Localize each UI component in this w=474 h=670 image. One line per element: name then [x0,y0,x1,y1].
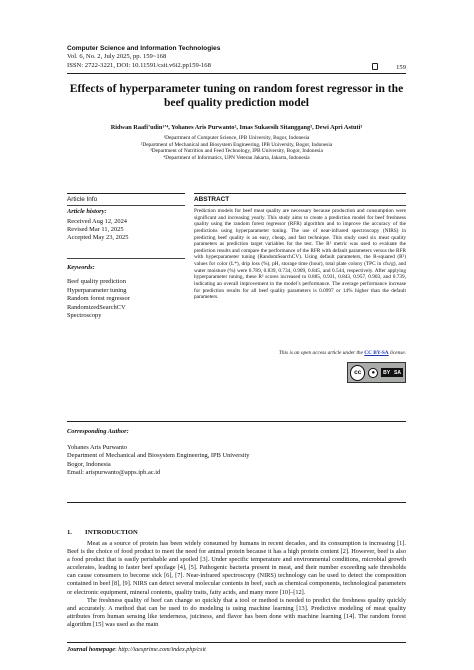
article-info-top-rule [67,193,185,194]
affiliation: ¹Department of Computer Science, IPB University, Bogor, Indonesia [163,135,310,141]
keyword: RandomizedSearchCV [67,303,126,311]
corresponding-label: Corresponding Author: [67,428,129,435]
journal-name: Computer Science and Information Technologies [67,45,221,52]
section-number: 1. [67,529,72,536]
keyword: Hyperparameter tuning [67,286,127,294]
abstract-text: Prediction models for beef meat quality are necessary because production and consumption were significant and increasing yearly. This study aims to create a prediction model for beef freshness quality using the random forest regressor (RFR) algorithm and to improve the accuracy of the predictions using hyperparameter tuning. The use of near-infrared spectroscopy (NIRS) in predicting beef quality is an easy, cheap, and fast technique. This study used six meat quality parameters as prediction target variables for the test. The R² metric was used to evaluate the prediction results and compare the performance of the RFR with default parameters versus the RFR with hyperparameter tuning (RandomSearchCV). Using default parameters, the R-squared (R²) values for color (L*), drip loss (%), pH, storage time (hour), total plate colony (TPC in cfu/g), and water moisture (%) were 0.789, 0.839, 0.734, 0.909, 0.845, and 0.544, respectively. After applying hyperparameter tuning, these R² scores increased to 0.885, 0.931, 0.843, 0.957, 0.903, and 0.739, indicating an overall improvement in the model’s performance. The average performance increase for prediction results for all beef quality parameters is 0.0997 or 14% higher than the default parameters. [194,208,406,301]
footer-label: Journal homepage [67,646,115,653]
page-footer: Journal homepage: http://iaesprime.com/index.php/csit [67,646,206,653]
corresponding-name: Yohanes Aris Purwanto [67,444,128,452]
history-item: Accepted May 23, 2025 [67,234,129,242]
issn-doi: ISSN: 2722-3221, DOI: 10.11591/csit.v6i2.pp159-168 [67,61,211,69]
history-item: Received Aug 12, 2024 [67,218,127,225]
affiliation: ²Department of Mechanical and Biosystem Engineering, IPB University, Bogor, Indonesia [140,141,333,148]
paper-title: Effects of hyperparameter tuning on random forest regressor in the beef quality prediction model [69,82,404,109]
paragraph: The freshness quality of beef can change so quickly that a tool or method is needed to predict the freshness quality quickly and accurately. A method that can be used to do modeling is using machine learning [13]. Predictive modeling of meat quality attributes from human sensing like tenderness, juiciness, and flavor has been done with machine learning [14]. The random forest algorithm [15] was used as the main [67,596,406,628]
by-tag: BY [383,369,391,376]
paragraph: Meat as a source of protein has been widely consumed by humans in recent decades, and its consumption is increasing [1]. Beef is the choice of food product to meet the need for animal protein because it has a high protein content [2]. However, beef is also a food product that is easily perishable and spoiled [3]. Under specific temperature and environmental conditions, microbial growth accelerates, leading to faster beef spoilage [4], [5]. Pathogenic bacteria present in meat, and their number exceeding safe thresholds can cause consumers to become sick [6], [7]. Near-infrared spectroscopy (NIRS) technology can be used to detect the composition contained in beef [8], [9]. NIRS can detect several molecular contents in beef, such as chemical components, technological parameters or electronic equipment, mineral contents, quality traits, fatty acids, and many more [10]–[12]. [67,540,406,596]
corresponding-bottom-rule [67,502,406,503]
abstract-sub-rule [194,205,406,206]
history-item: Revised Mar 11, 2025 [67,226,124,234]
keyword: Spectroscopy [67,312,102,320]
page-number: 159 [396,63,406,71]
cc-by-sa-badge[interactable] [347,362,406,383]
creative-commons-icon: cc [350,365,365,381]
sa-tag: SA [394,369,401,376]
keyword: Beef quality prediction [67,278,126,285]
license-line: This is an open access article under the CC BY-SA license. [278,350,406,356]
section-heading [67,529,138,536]
keywords-list [67,278,177,321]
author-list: Ridwan Raafi’udin¹ʼ⁴, Yohanes Aris Purwanto², Imas Sukaesih Sitanggang³, Dewi Apri Astuti³ [110,124,363,131]
introduction-body [67,540,406,629]
keywords-rule [67,258,185,259]
abstract-top-rule [194,193,406,194]
volume-info: Vol. 6, No. 2, July 2025, pp. 159~168 [67,53,167,61]
keywords-label: Keywords: [67,264,95,271]
abstract-label: ABSTRACT [194,196,230,203]
corresponding-dept: Department of Mechanical and Biosystem Engineering, IPB University [67,452,250,460]
corresponding-city: Bogor, Indonesia [67,460,111,468]
header-rule [67,73,406,74]
keyword: Random forest regressor [67,295,130,303]
article-info-sub-rule [67,205,185,206]
affiliations [67,135,406,161]
corresponding-email[interactable]: Email: arispurwanto@apps.ipb.ac.id [67,468,161,476]
affiliation: ⁴Department of Informatics, UPN Veteran Jakarta, Jakarta, Indonesia [163,154,310,161]
journal-homepage-link[interactable]: http://iaesprime.com/index.php/csit [118,646,206,653]
footer-rule [67,642,406,643]
article-info-label: Article Info [67,196,98,203]
corresponding-top-rule [67,421,406,422]
article-history [67,218,177,243]
journal-header [67,45,406,72]
article-history-label: Article history: [67,208,107,215]
corresponding-author [67,428,406,477]
attribution-person-icon: ● [368,368,378,378]
section-title: INTRODUCTION [85,529,138,536]
license-link[interactable]: CC BY-SA [364,350,389,356]
open-access-icon [372,63,378,70]
affiliation: ³Department of Nutrition and Feed Technology, IPB University, Bogor, Indonesia [150,148,323,155]
